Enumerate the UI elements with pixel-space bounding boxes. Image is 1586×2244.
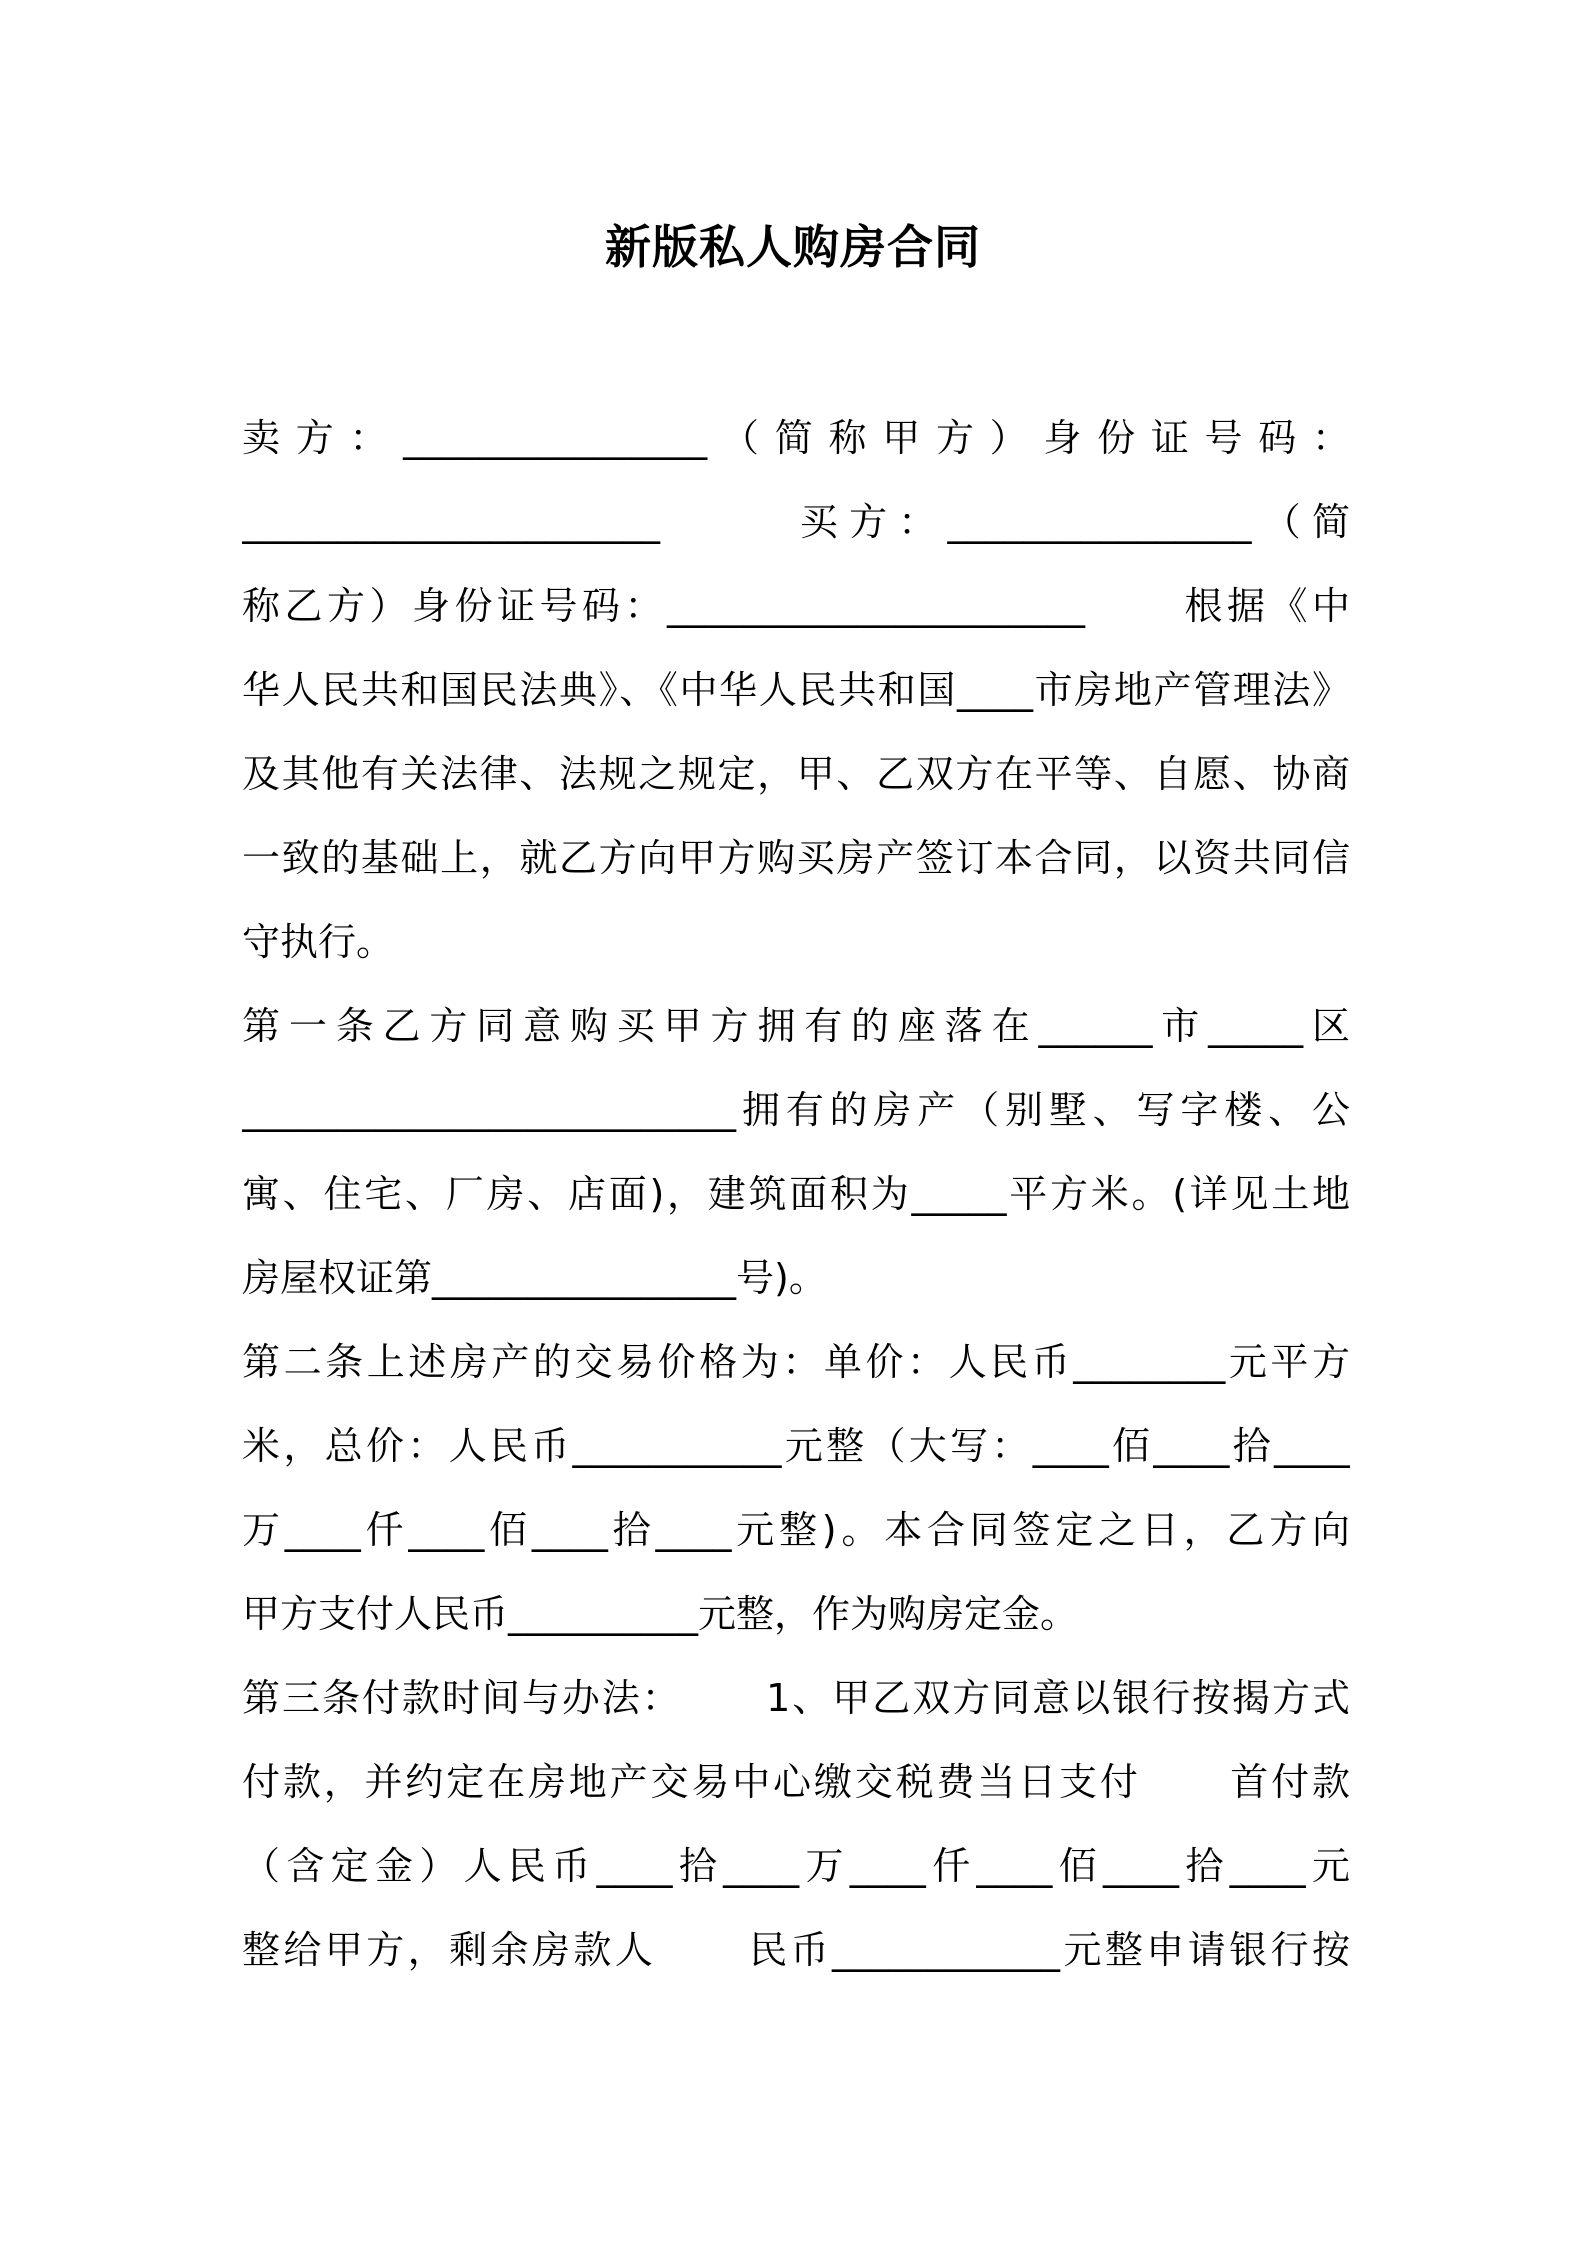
paragraph-line: 华人民共和国民法典》、《中华人民共和国____市房地产管理法》 — [242, 668, 1350, 712]
clause-3-line: （含定金）人民币____拾____万____仟____佰____拾____元 — [242, 1844, 1350, 1888]
clause-1-line: __________________________拥有的房产（别墅、写字楼、公 — [242, 1088, 1350, 1132]
paragraph-line: 守执行。 — [242, 920, 395, 964]
clause-3-line: 付款，并约定在房地产交易中心缴交税费当日支付 首付款 — [242, 1760, 1350, 1804]
document-title: 新版私人购房合同 — [605, 220, 981, 274]
clause-1-line: 第一条乙方同意购买甲方拥有的座落在______市_____区 — [242, 1004, 1350, 1048]
paragraph-line: ______________________ 买方：________________（简 — [242, 500, 1350, 544]
clause-1-line: 房屋权证第________________号)。 — [242, 1256, 827, 1300]
clause-2-line: 万____仟____佰____拾____元整)。本合同签定之日，乙方向 — [242, 1508, 1350, 1552]
clause-2-line: 甲方支付人民币__________元整，作为购房定金。 — [242, 1592, 1079, 1636]
clause-2-line: 米，总价：人民币___________元整（大写：____佰____拾____ — [242, 1424, 1350, 1468]
paragraph-line: 卖 方 ： ________________ （ 简 称 甲 方 ） 身 份 证 号 码 ： — [242, 416, 1350, 460]
paragraph-line: 称乙方）身份证号码：______________________ 根据《中 — [242, 584, 1350, 628]
clause-1-line: 寓、住宅、厂房、店面)，建筑面积为_____平方米。(详见土地 — [242, 1172, 1350, 1216]
clause-3-line: 第三条付款时间与办法： 1、甲乙双方同意以银行按揭方式 — [242, 1676, 1350, 1720]
paragraph-line: 及其他有关法律、法规之规定，甲、乙双方在平等、自愿、协商 — [242, 752, 1350, 796]
clause-2-line: 第二条上述房产的交易价格为：单价：人民币________元平方 — [242, 1340, 1350, 1384]
clause-3-line: 整给甲方，剩余房款人 民币____________元整申请银行按 — [242, 1928, 1350, 1972]
paragraph-line: 一致的基础上，就乙方向甲方购买房产签订本合同，以资共同信 — [242, 836, 1350, 880]
